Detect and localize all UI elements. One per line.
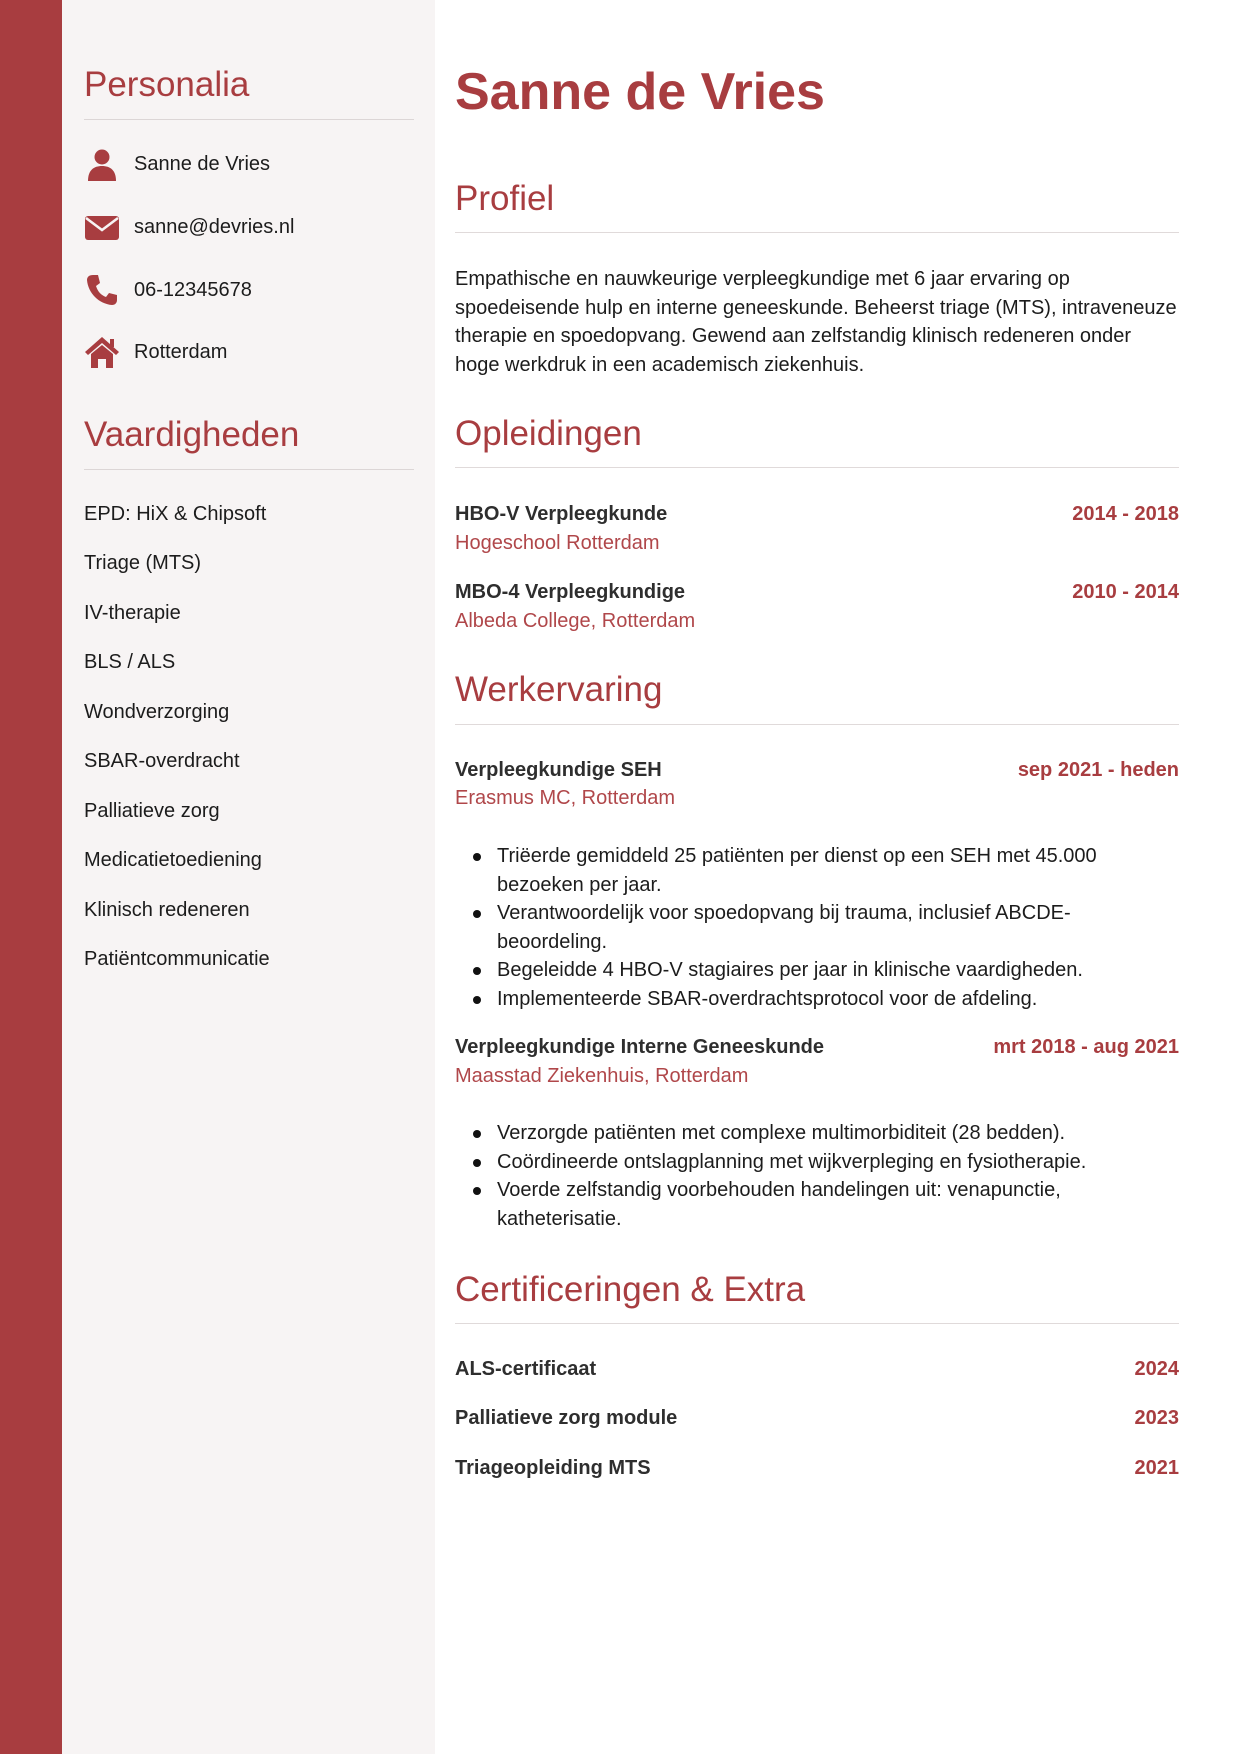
skills-title: Vaardigheden <box>84 415 300 454</box>
certification-item <box>455 1358 1179 1386</box>
education-degree: HBO-V Verpleegkunde <box>455 503 668 525</box>
skill-item: Triage (MTS) <box>84 552 202 574</box>
skill-item: BLS / ALS <box>84 651 176 673</box>
education-school: Albeda College, Rotterdam <box>455 610 696 632</box>
personalia-divider <box>84 119 414 120</box>
experience-bullets <box>455 842 1177 1014</box>
sidebar <box>62 0 435 1754</box>
contact-phone-text[interactable]: 06-12345678 <box>134 279 252 301</box>
contact-location-text: Rotterdam <box>134 341 228 363</box>
skill-item: IV-therapie <box>84 602 181 624</box>
certification-name: Triageopleiding MTS <box>455 1457 651 1479</box>
education-degree: MBO-4 Verpleegkundige <box>455 581 686 603</box>
certification-year: 2023 <box>1134 1407 1179 1429</box>
contact-name <box>84 146 414 186</box>
contact-email-text[interactable]: sanne@devries.nl <box>134 216 295 238</box>
experience-employer: Maasstad Ziekenhuis, Rotterdam <box>455 1065 749 1087</box>
accent-stripe <box>0 0 62 1754</box>
skills-divider <box>84 469 414 470</box>
certification-item <box>455 1457 1179 1485</box>
candidate-name: Sanne de Vries <box>455 63 825 121</box>
skill-item: Patiëntcommunicatie <box>84 948 270 970</box>
list-item: Triëerde gemiddeld 25 patiënten per dienst op een SEH met 45.000 bezoeken per jaar. <box>497 842 1177 899</box>
education-item <box>455 581 1179 609</box>
experience-role: Verpleegkundige Interne Geneeskunde <box>455 1036 825 1058</box>
experience-divider <box>455 724 1179 725</box>
experience-period: mrt 2018 - aug 2021 <box>993 1036 1179 1058</box>
education-period: 2014 - 2018 <box>1072 503 1179 525</box>
certification-year: 2021 <box>1134 1457 1179 1479</box>
list-item: Voerde zelfstandig voorbehouden handelingen uit: venapunctie, katheterisatie. <box>497 1176 1177 1233</box>
experience-role: Verpleegkundige SEH <box>455 759 662 781</box>
skill-item: Medicatietoediening <box>84 849 262 871</box>
certifications-title: Certificeringen & Extra <box>455 1270 806 1309</box>
profile-title: Profiel <box>455 179 555 218</box>
certification-name: Palliatieve zorg module <box>455 1407 678 1429</box>
skill-item: Palliatieve zorg <box>84 800 220 822</box>
experience-item <box>455 759 1179 787</box>
list-item: Coördineerde ontslagplanning met wijkverpleging en fysiotherapie. <box>497 1148 1177 1177</box>
user-icon <box>84 146 120 182</box>
certification-name: ALS-certificaat <box>455 1358 597 1380</box>
home-icon <box>84 334 120 370</box>
experience-period: sep 2021 - heden <box>1017 759 1179 781</box>
list-item: Implementeerde SBAR-overdrachtsprotocol voor de afdeling. <box>497 985 1177 1014</box>
certifications-divider <box>455 1323 1179 1324</box>
education-divider <box>455 467 1179 468</box>
list-item: Verantwoordelijk voor spoedopvang bij trauma, inclusief ABCDE-beoordeling. <box>497 899 1177 956</box>
list-item: Begeleidde 4 HBO-V stagiaires per jaar in klinische vaardigheden. <box>497 956 1177 985</box>
list-item: Verzorgde patiënten met complexe multimorbiditeit (28 bedden). <box>497 1119 1177 1148</box>
contact-name-text: Sanne de Vries <box>134 153 271 175</box>
experience-bullets <box>455 1119 1177 1233</box>
skill-item: Klinisch redeneren <box>84 899 250 921</box>
education-item <box>455 503 1179 531</box>
certification-item <box>455 1407 1179 1435</box>
envelope-icon <box>84 209 120 245</box>
education-title: Opleidingen <box>455 414 642 453</box>
skill-item: Wondverzorging <box>84 701 230 723</box>
contact-email[interactable] <box>84 209 414 249</box>
education-school: Hogeschool Rotterdam <box>455 532 660 554</box>
education-period: 2010 - 2014 <box>1072 581 1179 603</box>
skill-item: SBAR-overdracht <box>84 750 240 772</box>
contact-location <box>84 334 414 374</box>
experience-item <box>455 1036 1179 1064</box>
contact-phone[interactable] <box>84 272 414 312</box>
personalia-title: Personalia <box>84 65 250 104</box>
certification-year: 2024 <box>1134 1358 1179 1380</box>
profile-text: Empathische en nauwkeurige verpleegkundige met 6 jaar ervaring op spoedeisende hulp en interne geneeskunde. Beheerst triage (MTS), intraveneuze therapie en spoedopvang. Gewend aan zelfstandig klinisch redeneren onder hoge werkdruk in een academisch ziekenhuis. <box>455 268 1177 376</box>
skill-item: EPD: HiX & Chipsoft <box>84 503 267 525</box>
experience-title: Werkervaring <box>455 670 663 709</box>
experience-employer: Erasmus MC, Rotterdam <box>455 787 676 809</box>
profile-divider <box>455 232 1179 233</box>
phone-icon <box>84 272 120 308</box>
